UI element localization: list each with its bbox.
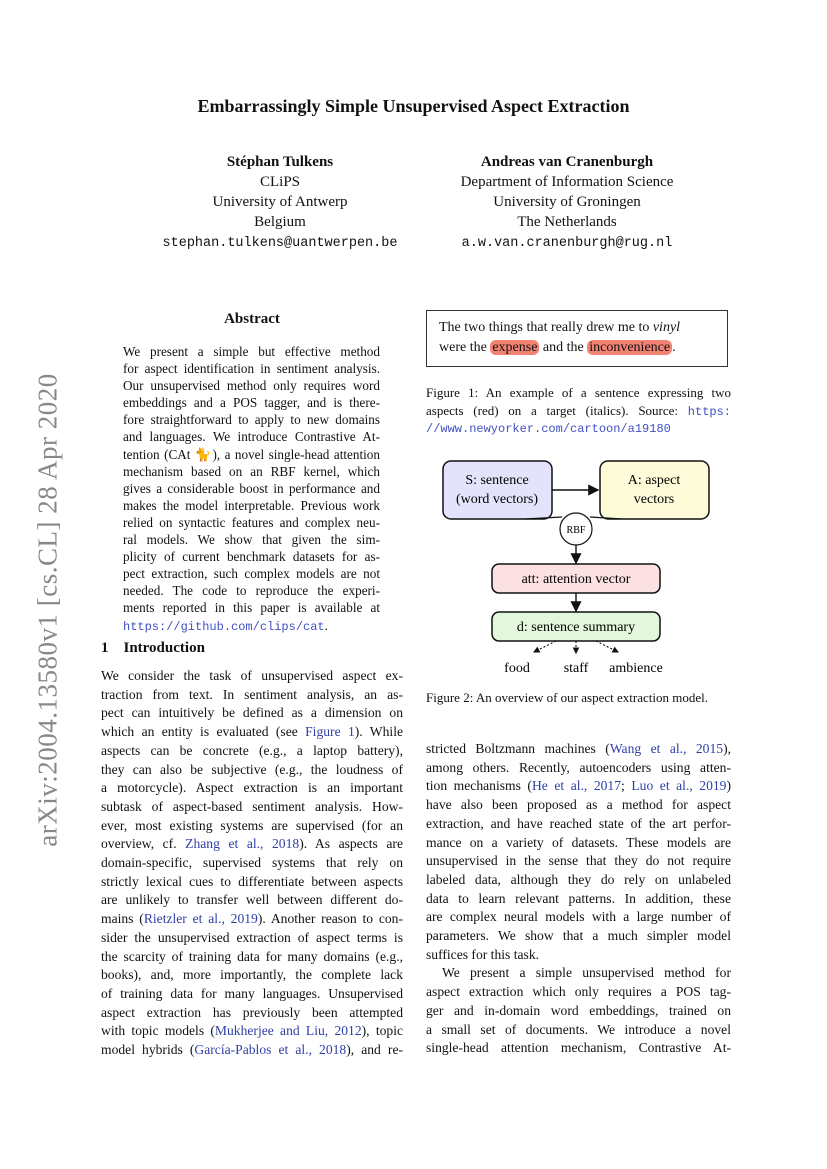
text-fragment: model hybrids ( (101, 1042, 195, 1058)
abstract-heading: Abstract (224, 311, 280, 327)
text-fragment: aspects can be concrete (e.g., a laptop battery), (101, 742, 403, 758)
text-fragment: ever, most existing systems are supervised (for an (101, 817, 403, 833)
text-fragment: subtask of aspect-based sentiment analysis. How- (101, 798, 403, 814)
citation-link[interactable]: He et al., 2017 (531, 778, 622, 794)
text-line (101, 910, 403, 929)
text-line (101, 742, 403, 761)
text-fragment: data to learn relevant patterns. In addition, these (426, 890, 731, 906)
text-fragment: overview, cf. (101, 836, 186, 852)
node-sentence (443, 461, 552, 519)
text-line (101, 1041, 403, 1060)
section-number: 1 (101, 640, 109, 656)
text-line: ral models. We show that given the sim- (123, 532, 380, 548)
caption-line: Figure 1: An example of a sentence expressing two (426, 385, 731, 400)
text-line (101, 1004, 403, 1023)
section-heading (101, 640, 205, 657)
example-text: The two things that really drew me to (439, 320, 653, 335)
citation-link[interactable]: García-Pablos et al., 2018 (194, 1042, 347, 1058)
edge-d-to-ambience (596, 641, 618, 652)
text-fragment: strictly lexical cues to differentiate between aspects (101, 873, 403, 889)
text-fragment: the scarcity of training data for many domains (e.g., (101, 948, 403, 964)
output-ambience: ambience (609, 661, 663, 676)
text-line (101, 817, 403, 836)
text-line (426, 1002, 731, 1021)
text-fragment: among others. Recently, autoencoders using atten- (426, 759, 731, 775)
text-fragment: . (324, 617, 328, 633)
text-line (101, 948, 403, 967)
text-line: tention (CAt 🐈), a novel single-head attention (123, 446, 380, 462)
text-fragment: a small set of documents. We introduce a novel (426, 1021, 731, 1037)
text-fragment: ger and in-domain word embeddings, trained on (426, 1002, 731, 1018)
text-fragment: they can also be subjective (e.g., the loudness of (101, 761, 403, 777)
text-fragment: with topic models ( (101, 1023, 215, 1039)
citation-link[interactable]: Figure 1 (305, 724, 355, 740)
text-fragment: sider the unsupervised extraction of aspect terms is (101, 929, 403, 945)
arxiv-id: arXiv:2004.13580v1 [cs.CL] 28 Apr 2020 (32, 373, 63, 847)
node-attention-label: att: attention vector (521, 572, 631, 587)
text-line: needed. The code to reproduce the experi- (123, 583, 380, 599)
text-line (426, 908, 731, 927)
figure-1-example-box (426, 310, 728, 367)
text-line (101, 873, 403, 892)
text-fragment: aspect extraction which only requires a POS tag- (426, 984, 731, 1000)
text-line: We present a simple but effective method (123, 344, 380, 359)
text-line (101, 667, 403, 686)
text-line (101, 985, 403, 1004)
text-fragment: have also been proposed as a method for aspect (426, 797, 731, 813)
text-line: relied on syntactic features and complex neu- (123, 514, 380, 530)
text-line (101, 891, 403, 910)
paper-title: Embarrassingly Simple Unsupervised Aspect Extraction (197, 96, 630, 116)
author-affiliation: University of Antwerp (212, 194, 348, 210)
text-fragment: of training data for many languages. Unsupervised (101, 985, 403, 1001)
text-fragment: ), and re- (346, 1042, 404, 1058)
text-line (101, 798, 403, 817)
text-fragment: aspect extraction has previously been attempted (101, 1004, 403, 1020)
text-line: fore straightforward to apply to new domains (123, 412, 380, 428)
author-email[interactable]: stephan.tulkens@uantwerpen.be (162, 236, 398, 251)
text-line: embeddings and a POS tagger, and is there- (123, 395, 380, 411)
text-line (426, 1039, 731, 1058)
output-staff: staff (563, 661, 589, 676)
author-affiliation: Belgium (254, 214, 306, 230)
text-line (426, 759, 731, 778)
text-fragment: suffices for this task. (426, 946, 540, 962)
author-1 (130, 152, 430, 254)
node-summary-label: d: sentence summary (516, 620, 636, 635)
text-line (101, 723, 403, 742)
node-aspect-label: A: aspect (627, 473, 681, 488)
author-affiliation: The Netherlands (517, 214, 617, 230)
text-fragment: which an entity is evaluated (see (101, 724, 306, 740)
source-link[interactable]: https: (687, 404, 732, 419)
figure-1-caption (426, 384, 731, 439)
citation-link[interactable]: Zhang et al., 2018 (185, 836, 300, 852)
text-fragment: a motorcycle). Aspect extraction is an important (101, 780, 403, 796)
output-food: food (504, 661, 530, 676)
text-fragment: unsupervised in the sense that they do not require (426, 853, 731, 869)
text-line (101, 704, 403, 723)
author-name: Andreas van Cranenburgh (480, 154, 654, 170)
text-line (426, 815, 731, 834)
text-line (101, 761, 403, 780)
text-fragment: books), and, more importantly, the complete lack (101, 967, 403, 983)
node-sentence-label: (word vectors) (455, 492, 539, 507)
text-fragment: extraction, and have reached state of the art perfor- (426, 815, 731, 831)
author-affiliation: University of Groningen (493, 194, 641, 210)
text-fragment: labeled data, although they do rely on unlabeled (426, 871, 731, 887)
text-fragment: mance on a variety of datasets. These models are (426, 834, 731, 850)
node-rbf-label: RBF (566, 525, 586, 536)
text-fragment: pect can intuitively be defined as a dimension on (101, 705, 403, 721)
text-fragment: tion mechanisms ( (426, 778, 532, 794)
text-line (426, 852, 731, 871)
text-fragment: single-head attention mechanism, Contrastive At- (426, 1040, 731, 1056)
text-line: for aspect identification in sentiment analysis. (123, 361, 380, 377)
text-fragment: ), (723, 741, 731, 756)
right-column-body (426, 740, 731, 1058)
text-fragment: We consider the task of unsupervised aspect ex- (101, 668, 403, 683)
text-line (426, 946, 731, 965)
text-line (101, 835, 403, 854)
text-fragment: are complex neural models with a large number of (426, 909, 731, 925)
source-link[interactable]: //www.newyorker.com/cartoon/a19180 (426, 422, 671, 436)
text-fragment: mains ( (101, 911, 144, 927)
citation-link[interactable]: Wang et al., 2015 (609, 741, 724, 756)
text-fragment: ). Another reason to con- (257, 911, 403, 927)
text-line (426, 871, 731, 890)
text-fragment: ; (621, 778, 632, 794)
text-line (101, 929, 403, 948)
text-fragment: traction from text. In sentiment analysis, an as- (101, 686, 403, 702)
code-link[interactable]: https://github.com/clips/cat (123, 619, 325, 634)
text-fragment: ) (726, 778, 732, 794)
node-sentence-label: S: sentence (465, 473, 529, 488)
text-fragment: ), topic (361, 1023, 403, 1039)
text-line: Our unsupervised method only requires word (123, 378, 380, 394)
text-line (426, 834, 731, 853)
text-line: pect extraction, such complex models are not (123, 566, 380, 582)
example-text: and the (539, 340, 588, 355)
author-2 (412, 152, 722, 254)
text-line (101, 686, 403, 705)
figure-2-caption: Figure 2: An overview of our aspect extraction model. (426, 690, 708, 705)
text-line (101, 854, 403, 873)
citation-link[interactable]: Rietzler et al., 2019 (143, 911, 258, 927)
text-line (123, 617, 380, 636)
text-line (101, 966, 403, 985)
text-fragment: ). As aspects are (299, 836, 403, 852)
figure-2-diagram (426, 452, 731, 684)
arxiv-sidebar (8, 360, 88, 860)
edge-d-to-food (534, 641, 556, 652)
example-text: . (672, 340, 676, 355)
example-text: were the (439, 340, 491, 355)
text-line: and languages. We introduce Contrastive At- (123, 429, 380, 445)
author-affiliation: CLiPS (259, 174, 301, 190)
caption-line: aspects (red) on a target (italics). Source: https: (426, 402, 732, 419)
text-line (426, 777, 731, 796)
node-aspect-vectors (600, 461, 709, 519)
abstract-body (123, 343, 380, 636)
text-line (426, 890, 731, 909)
author-email[interactable]: a.w.van.cranenburgh@rug.nl (461, 236, 673, 251)
node-aspect-label: vectors (633, 492, 675, 507)
text-line (426, 983, 731, 1002)
text-fragment: We present a simple unsupervised method for (442, 965, 731, 981)
author-name: Stéphan Tulkens (226, 154, 334, 170)
citation-link[interactable]: Luo et al., 2019 (631, 778, 727, 794)
text-fragment: ). While (354, 724, 404, 740)
text-line: ments reported in this paper is available at (123, 600, 380, 616)
text-line (426, 927, 731, 946)
text-line (426, 740, 731, 759)
text-fragment: domain-specific, supervised systems that rely on (101, 855, 403, 871)
text-fragment: are unlikely to transfer well between different do- (101, 892, 403, 908)
text-line: mechanism based on an RBF kernel, which (123, 463, 380, 479)
section-title: Introduction (123, 640, 205, 656)
text-fragment: parameters. We show that a much simpler model (426, 928, 731, 944)
aspect-highlight-inconvenience: inconvenience (589, 340, 671, 355)
text-line: gives a considerable boost in performance and (123, 480, 380, 496)
text-line (101, 779, 403, 798)
example-target: vinyl (652, 320, 681, 335)
text-line: plicity of current benchmark datasets for as- (123, 549, 380, 565)
aspect-highlight-expense: expense (492, 340, 538, 355)
text-line (426, 796, 731, 815)
text-line (426, 1021, 731, 1040)
left-column-body (101, 667, 403, 1060)
text-line (426, 964, 731, 983)
text-fragment: stricted Boltzmann machines ( (426, 741, 610, 756)
text-line: makes the model interpretable. Previous work (123, 497, 380, 513)
citation-link[interactable]: Mukherjee and Liu, 2012 (214, 1023, 362, 1039)
text-line (101, 1022, 403, 1041)
author-affiliation: Department of Information Science (460, 174, 674, 190)
